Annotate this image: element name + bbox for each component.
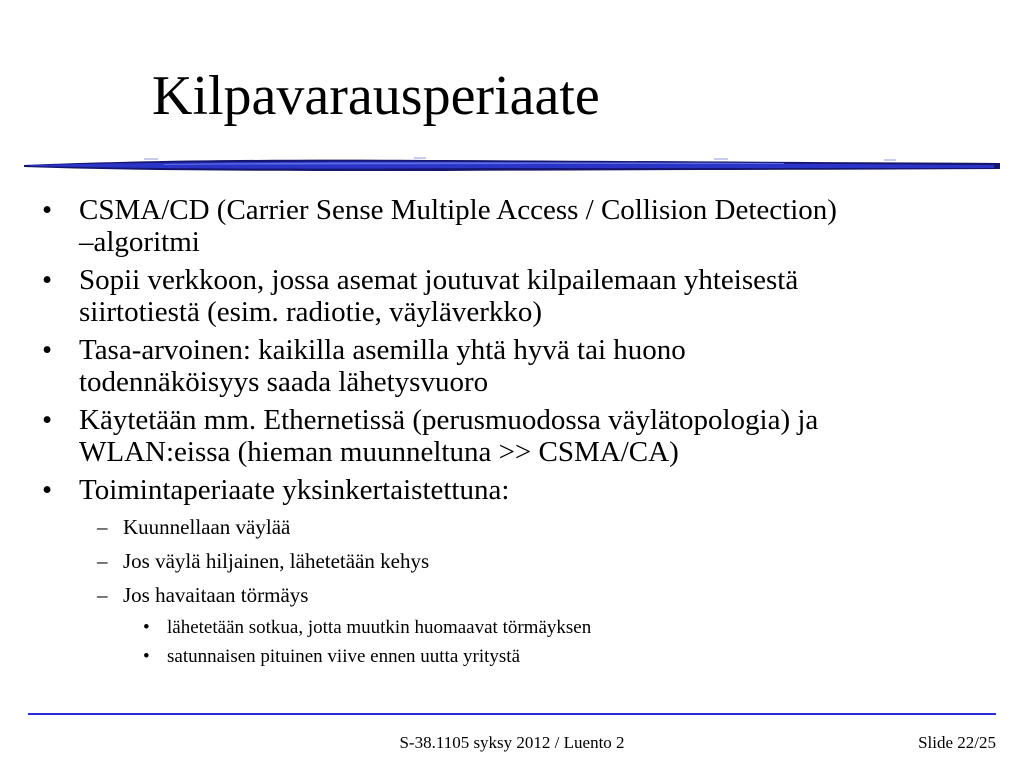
- dash-marker: –: [97, 583, 108, 607]
- bullet-item: [0, 474, 1024, 506]
- bullet-marker: •: [42, 264, 53, 296]
- bullet-text-line: todennäköisyys saada lähetysvuoro: [79, 366, 489, 398]
- bullet-marker: •: [42, 474, 53, 506]
- bullet-text-line: Tasa-arvoinen: kaikilla asemilla yhtä hyvä tai huono: [79, 334, 686, 366]
- bullet-item: [0, 194, 1024, 258]
- bullet-item: [0, 334, 1024, 398]
- bullet-text-line: Sopii verkkoon, jossa asemat joutuvat kilpailemaan yhteisestä: [79, 264, 799, 296]
- sub-sub-bullet-item: [0, 645, 1024, 668]
- sub-bullet-text: Jos väylä hiljainen, lähetetään kehys: [123, 549, 430, 573]
- bullet-marker: •: [42, 194, 53, 226]
- sub-bullet-item: [0, 548, 1024, 574]
- sub-bullet-text: Jos havaitaan törmäys: [123, 583, 309, 607]
- dash-marker: –: [97, 515, 108, 539]
- sub-sub-bullet-item: [0, 616, 1024, 639]
- bullet-text-line: siirtotiestä (esim. radiotie, väyläverkko): [79, 296, 543, 328]
- sub-bullet-text: Kuunnellaan väylää: [123, 515, 291, 539]
- footer-rule: [28, 713, 996, 715]
- sub-bullet-item: [0, 514, 1024, 540]
- bullet-text-line: CSMA/CD (Carrier Sense Multiple Access / Collision Detection): [79, 194, 837, 226]
- sub-sub-bullet-text: lähetetään sotkua, jotta muutkin huomaavat törmäyksen: [167, 617, 592, 638]
- slide-number: Slide 22/25: [918, 733, 996, 752]
- dash-marker: –: [97, 549, 108, 573]
- bullet-marker: •: [42, 404, 53, 436]
- bullet-marker: •: [143, 646, 150, 667]
- footer-course-label: S-38.1105 syksy 2012 / Luento 2: [399, 733, 625, 752]
- bullet-marker: •: [42, 334, 53, 366]
- bullet-text-line: –algoritmi: [79, 226, 200, 258]
- bullet-marker: •: [143, 617, 150, 638]
- sub-sub-bullet-text: satunnaisen pituinen viive ennen uutta yritystä: [167, 646, 521, 667]
- sub-bullet-item: [0, 582, 1024, 608]
- bullet-text-line: Toimintaperiaate yksinkertaistettuna:: [79, 474, 510, 506]
- bullet-list: [0, 194, 1024, 674]
- title-rule: [24, 150, 1000, 180]
- bullet-item: [0, 404, 1024, 468]
- bullet-item: [0, 264, 1024, 328]
- bullet-text-line: Käytetään mm. Ethernetissä (perusmuodossa väylätopologia) ja: [79, 404, 819, 436]
- slide-title: Kilpavarausperiaate: [152, 65, 600, 127]
- bullet-text-line: WLAN:eissa (hieman muunneltuna >> CSMA/CA): [79, 436, 679, 468]
